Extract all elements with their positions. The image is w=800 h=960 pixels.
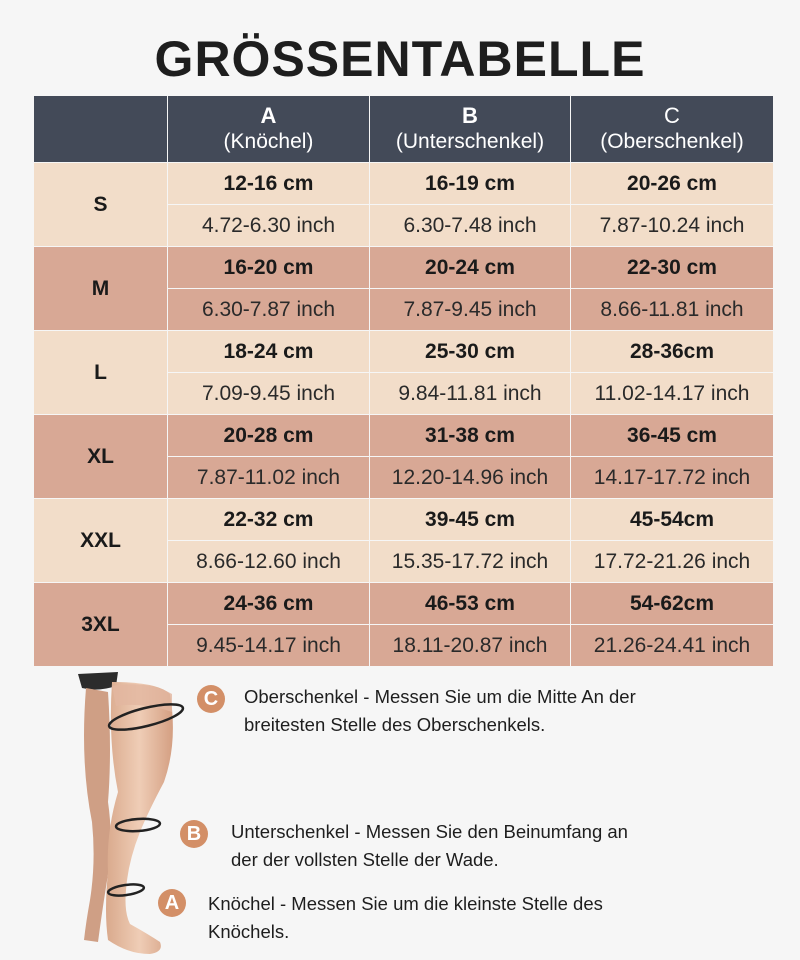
header-b-letter: B xyxy=(462,103,478,128)
cm-value: 22-32 cm xyxy=(168,499,370,541)
inch-value: 7.87-11.02 inch xyxy=(168,457,370,499)
inch-value: 7.87-9.45 inch xyxy=(370,289,571,331)
badge-a: A xyxy=(158,889,186,917)
size-label: M xyxy=(34,247,168,331)
inch-value: 7.09-9.45 inch xyxy=(168,373,370,415)
size-table xyxy=(33,95,774,667)
cm-value: 54-62cm xyxy=(571,583,774,625)
cm-value: 12-16 cm xyxy=(168,163,370,205)
inch-value: 15.35-17.72 inch xyxy=(370,541,571,583)
note-b-line2: der der vollsten Stelle der Wade. xyxy=(231,849,499,870)
inch-value: 8.66-12.60 inch xyxy=(168,541,370,583)
inch-value: 17.72-21.26 inch xyxy=(571,541,774,583)
header-b xyxy=(370,96,571,163)
note-b-line1: Unterschenkel - Messen Sie den Beinumfang an xyxy=(231,821,628,842)
cm-value: 16-20 cm xyxy=(168,247,370,289)
size-label: S xyxy=(34,163,168,247)
inch-value: 9.84-11.81 inch xyxy=(370,373,571,415)
cm-value: 28-36cm xyxy=(571,331,774,373)
cm-value: 31-38 cm xyxy=(370,415,571,457)
table-row xyxy=(34,583,774,625)
header-b-name: (Unterschenkel) xyxy=(395,130,545,153)
inch-value: 21.26-24.41 inch xyxy=(571,625,774,667)
size-label: XL xyxy=(34,415,168,499)
inch-value: 7.87-10.24 inch xyxy=(571,205,774,247)
note-a-line2: Knöchels. xyxy=(208,921,290,942)
leg-illustration xyxy=(78,672,208,957)
table-row xyxy=(34,331,774,373)
cm-value: 20-28 cm xyxy=(168,415,370,457)
note-c-line1: Oberschenkel - Messen Sie um die Mitte An der xyxy=(244,686,636,707)
table-row xyxy=(34,499,774,541)
size-label: XXL xyxy=(34,499,168,583)
table-body xyxy=(34,163,774,667)
cm-value: 20-24 cm xyxy=(370,247,571,289)
cm-value: 25-30 cm xyxy=(370,331,571,373)
cm-value: 20-26 cm xyxy=(571,163,774,205)
header-a xyxy=(168,96,370,163)
cm-value: 18-24 cm xyxy=(168,331,370,373)
header-blank xyxy=(34,96,168,163)
table-header-row xyxy=(34,96,774,163)
inch-value: 6.30-7.87 inch xyxy=(168,289,370,331)
note-c-line2: breitesten Stelle des Oberschenkels. xyxy=(244,714,546,735)
header-c-name: (Oberschenkel) xyxy=(600,130,744,153)
badge-b: B xyxy=(180,820,208,848)
table-row xyxy=(34,415,774,457)
inch-value: 18.11-20.87 inch xyxy=(370,625,571,667)
inch-value: 6.30-7.48 inch xyxy=(370,205,571,247)
header-c xyxy=(571,96,774,163)
cm-value: 16-19 cm xyxy=(370,163,571,205)
header-a-name: (Knöchel) xyxy=(223,130,314,153)
header-a-letter: A xyxy=(260,103,277,128)
note-unterschenkel xyxy=(231,818,628,874)
cm-value: 36-45 cm xyxy=(571,415,774,457)
header-c-letter: C xyxy=(664,103,680,128)
inch-value: 11.02-14.17 inch xyxy=(571,373,774,415)
table-row xyxy=(34,247,774,289)
cm-value: 39-45 cm xyxy=(370,499,571,541)
inch-value: 12.20-14.96 inch xyxy=(370,457,571,499)
cm-value: 24-36 cm xyxy=(168,583,370,625)
inch-value: 14.17-17.72 inch xyxy=(571,457,774,499)
cm-value: 46-53 cm xyxy=(370,583,571,625)
size-label: L xyxy=(34,331,168,415)
badge-c: C xyxy=(197,685,225,713)
note-a-line1: Knöchel - Messen Sie um die kleinste Stelle des xyxy=(208,893,603,914)
table-row xyxy=(34,163,774,205)
cm-value: 22-30 cm xyxy=(571,247,774,289)
note-knoechel xyxy=(208,890,603,946)
cm-value: 45-54cm xyxy=(571,499,774,541)
inch-value: 4.72-6.30 inch xyxy=(168,205,370,247)
inch-value: 9.45-14.17 inch xyxy=(168,625,370,667)
inch-value: 8.66-11.81 inch xyxy=(571,289,774,331)
page-title: GRÖSSENTABELLE xyxy=(154,31,646,87)
note-oberschenkel xyxy=(244,683,636,739)
size-label: 3XL xyxy=(34,583,168,667)
